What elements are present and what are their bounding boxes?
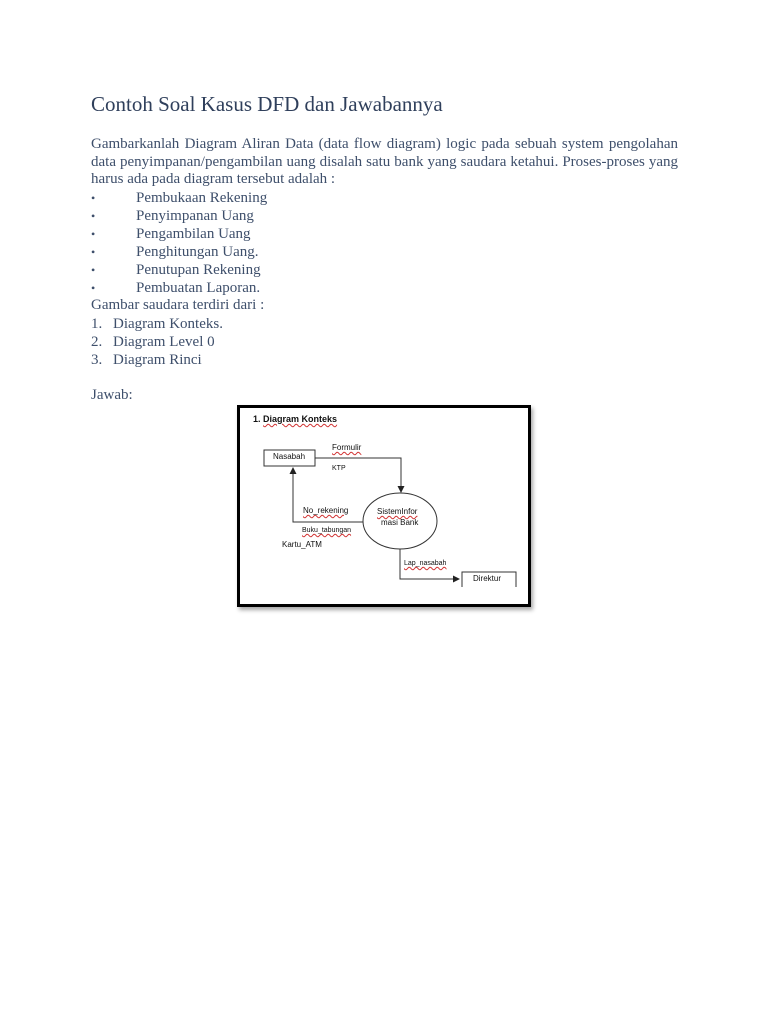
bullet-icon: • bbox=[91, 263, 96, 277]
flow-arrow-to-process bbox=[315, 458, 401, 492]
flow-label-formulir: Formulir bbox=[332, 443, 362, 452]
process-label-line1: SistemInfor bbox=[377, 507, 418, 516]
intro-paragraph: Gambarkanlah Diagram Aliran Data (data flow diagram) logic pada sebuah system pengolahan data penyimpanan/pengambilan uang disalah satu bank yang saudara ketahui. Proses-proses yang harus ada pada diagram tersebut adalah : bbox=[91, 136, 678, 188]
numbered-item-marker: 3. bbox=[91, 352, 103, 368]
bullet-icon: • bbox=[91, 191, 96, 205]
answer-label: Jawab: bbox=[91, 387, 133, 403]
numbered-item-marker: 1. bbox=[91, 316, 103, 332]
list-item-label: Pengambilan Uang bbox=[136, 226, 251, 242]
entity-nasabah-label: Nasabah bbox=[273, 452, 306, 461]
flow-label-buku-tabungan: Buku_tabungan bbox=[302, 527, 352, 534]
bullet-icon: • bbox=[91, 281, 96, 295]
numbered-item-label: Diagram Konteks. bbox=[113, 316, 223, 332]
bullet-icon: • bbox=[91, 245, 96, 259]
page-title: Contoh Soal Kasus DFD dan Jawabannya bbox=[91, 92, 443, 116]
list-item-label: Penutupan Rekening bbox=[136, 262, 261, 278]
bullet-icon: • bbox=[91, 209, 96, 223]
bullet-icon: • bbox=[91, 227, 96, 241]
list-item-label: Penghitungan Uang. bbox=[136, 244, 259, 260]
numbered-item-label: Diagram Level 0 bbox=[113, 334, 215, 350]
flow-label-ktp: KTP bbox=[332, 465, 346, 472]
consists-label: Gambar saudara terdiri dari : bbox=[91, 297, 265, 313]
process-label-line2: masi Bank bbox=[381, 518, 419, 527]
context-diagram-figure bbox=[237, 405, 531, 607]
process-label bbox=[377, 506, 418, 528]
flow-label-kartu-atm: Kartu_ATM bbox=[282, 540, 322, 549]
diagram-heading-number: 1. bbox=[253, 414, 261, 424]
list-item-label: Pembukaan Rekening bbox=[136, 190, 268, 206]
diagram-heading-text: Diagram Konteks bbox=[263, 414, 338, 424]
numbered-item-label: Diagram Rinci bbox=[113, 352, 202, 368]
entity-direktur-label: Direktur bbox=[473, 574, 502, 583]
numbered-item-marker: 2. bbox=[91, 334, 103, 350]
flow-label-lap-nasabah: Lap_nasabah bbox=[404, 560, 447, 567]
list-item-label: Pembuatan Laporan. bbox=[136, 280, 261, 296]
flow-label-no-rekening: No_rekening bbox=[303, 506, 349, 515]
list-item-label: Penyimpanan Uang bbox=[136, 208, 254, 224]
